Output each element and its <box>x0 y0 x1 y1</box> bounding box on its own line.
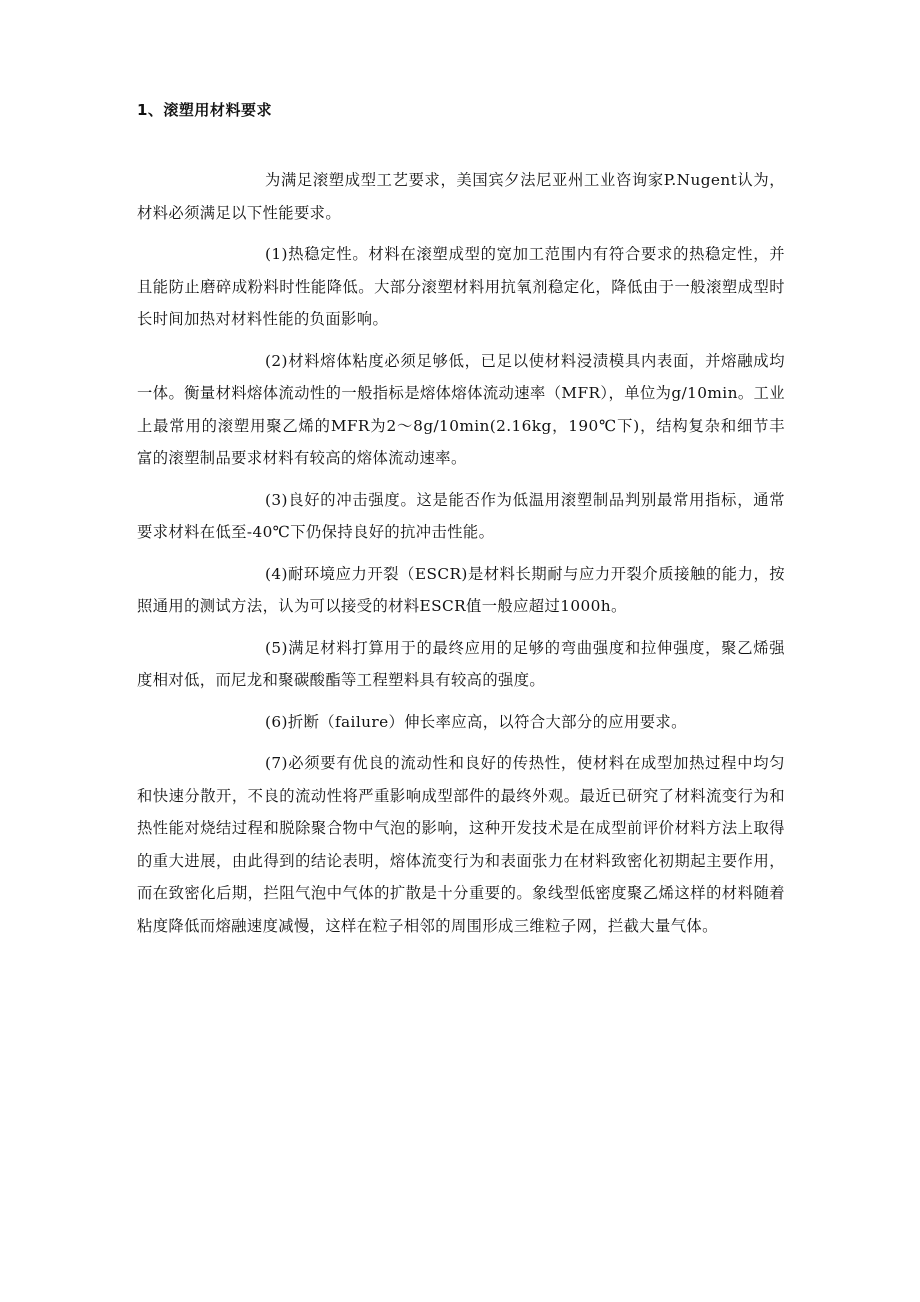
paragraph-escr: (4)耐环境应力开裂（ESCR)是材料长期耐与应力开裂介质接触的能力，按照通用的测试方法，认为可以接受的材料ESCR值一般应超过1000h。 <box>137 564 785 615</box>
paragraph-elongation: (6)折断（failure）伸长率应高，以符合大部分的应用要求。 <box>265 712 687 731</box>
paragraph-flexural-tensile-strength: (5)满足材料打算用于的最终应用的足够的弯曲强度和拉伸强度，聚乙烯强度相对低，而尼龙和聚碳酸酯等工程塑料具有较高的强度。 <box>137 638 785 689</box>
paragraph-thermal-stability: (1)热稳定性。材料在滚塑成型的宽加工范围内有符合要求的热稳定性，并且能防止磨碎成粉料时性能降低。大部分滚塑材料用抗氧剂稳定化，降低由于一般滚塑成型时长时间加热对材料性能的负面影响。 <box>137 245 785 328</box>
section-heading: 1、滚塑用材料要求 <box>137 101 272 119</box>
paragraph-melt-viscosity: (2)材料熔体粘度必须足够低，已足以使材料浸渍模具内表面，并熔融成均一体。衡量材料熔体流动性的一般指标是熔体熔体流动速率（MFR），单位为g/10min。工业上最常用的滚塑用聚乙烯的MFR为2～8g/10min(2.16kg，190℃下)，结构复杂和细节丰富的滚塑制品要求材料有较高的熔体流动速率。 <box>137 351 785 467</box>
document-body <box>137 164 785 951</box>
paragraph-flow-heat-transfer: (7)必须要有优良的流动性和良好的传热性，使材料在成型加热过程中均匀和快速分散开，不良的流动性将严重影响成型部件的最终外观。最近已研究了材料流变行为和热性能对烧结过程和脱除聚合物中气泡的影响，这种开发技术是在成型前评价材料方法上取得的重大进展，由此得到的结论表明，熔体流变行为和表面张力在材料致密化初期起主要作用，而在致密化后期，拦阻气泡中气体的扩散是十分重要的。象线型低密度聚乙烯这样的材料随着粘度降低而熔融速度减慢，这样在粒子相邻的周围形成三维粒子网，拦截大量气体。 <box>137 754 785 935</box>
paragraph-impact-strength: (3)良好的冲击强度。这是能否作为低温用滚塑制品判别最常用指标，通常要求材料在低至-40℃下仍保持良好的抗冲击性能。 <box>137 490 785 541</box>
paragraph-intro: 为满足滚塑成型工艺要求，美国宾夕法尼亚州工业咨询家P.Nugent认为，材料必须满足以下性能要求。 <box>137 171 785 222</box>
